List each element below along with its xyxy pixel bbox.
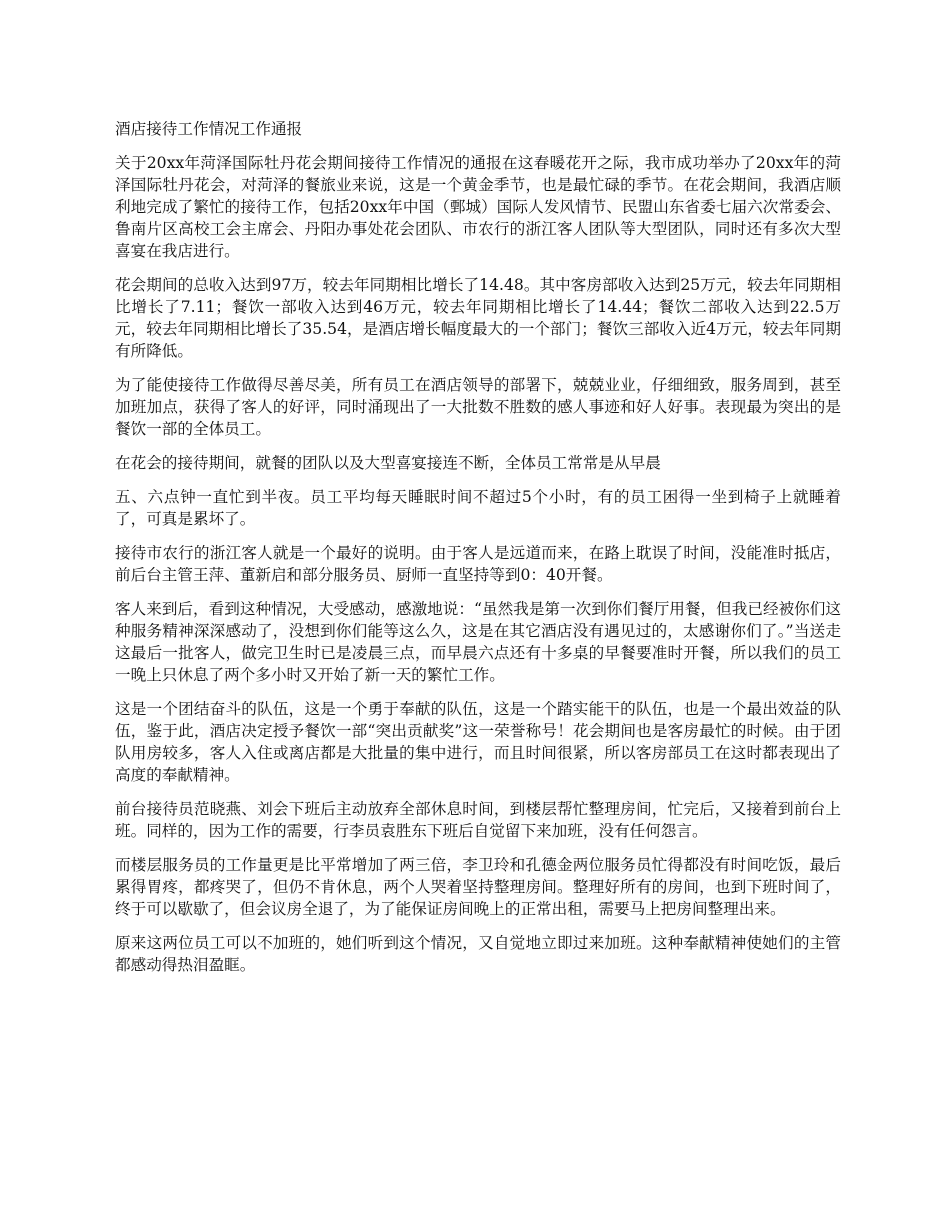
paragraph-10: 而楼层服务员的工作量更是比平常增加了两三倍，李卫玲和孔德金两位服务员忙得都没有时间吃饭，最后累得胃疼，都疼哭了，但仍不肯休息，两个人哭着坚持整理房间。整理好所有的房间，也到下班时间了，终于可以歇歇了，但会议房全退了，为了能保证房间晚上的正常出租，需要马上把房间整理出来。	[115, 856, 841, 918]
paragraph-1: 关于20xx年菏泽国际牡丹花会期间接待工作情况的通报在这春暖花开之际，我市成功举办了20xx年的菏泽国际牡丹花会，对菏泽的餐旅业来说，这是一个黄金季节，也是最忙碌的季节。在花会期间，我酒店顺利地完成了繁忙的接待工作，包括20xx年中国（鄄城）国际人发风情节、民盟山东省委七届六次常委会、鲁南片区高校工会主席会、丹阳办事处花会团队、市农行的浙江客人团队等大型团队，同时还有多次大型喜宴在我店进行。	[115, 154, 841, 260]
paragraph-5: 五、六点钟一直忙到半夜。员工平均每天睡眠时间不超过5个小时，有的员工困得一坐到椅子上就睡着了，可真是累坏了。	[115, 488, 841, 528]
paragraph-8: 这是一个团结奋斗的队伍，这是一个勇于奉献的队伍，这是一个踏实能干的队伍，也是一个最出效益的队伍，鉴于此，酒店决定授予餐饮一部“突出贡献奖”这一荣誉称号！花会期间也是客房最忙的时候。由于团队用房较多，客人入住或离店都是大批量的集中进行，而且时间很紧，所以客房部员工在这时都表现出了高度的奉献精神。	[115, 700, 841, 784]
paragraph-6: 接待市农行的浙江客人就是一个最好的说明。由于客人是远道而来，在路上耽误了时间，没能准时抵店，前后台主管王萍、董新启和部分服务员、厨师一直坚持等到0：40开餐。	[115, 544, 841, 584]
paragraph-9: 前台接待员范晓燕、刘会下班后主动放弃全部休息时间，到楼层帮忙整理房间，忙完后，又接着到前台上班。同样的，因为工作的需要，行李员袁胜东下班后自觉留下来加班，没有任何怨言。	[115, 800, 841, 840]
document-title: 酒店接待工作情况工作通报	[115, 120, 303, 138]
paragraph-3: 为了能使接待工作做得尽善尽美，所有员工在酒店领导的部署下，兢兢业业，仔细细致，服务周到，甚至加班加点，获得了客人的好评，同时涌现出了一大批数不胜数的感人事迹和好人好事。表现最为突出的是餐饮一部的全体员工。	[115, 376, 841, 438]
paragraph-4: 在花会的接待期间，就餐的团队以及大型喜宴接连不断，全体员工常常是从早晨	[115, 454, 661, 472]
paragraph-11: 原来这两位员工可以不加班的，她们听到这个情况，又自觉地立即过来加班。这种奉献精神使她们的主管都感动得热泪盈眶。	[115, 934, 841, 974]
paragraph-2: 花会期间的总收入达到97万，较去年同期相比增长了14.48。其中客房部收入达到25万元，较去年同期相比增长了7.11；餐饮一部收入达到46万元，较去年同期相比增长了14.44；餐饮二部收入达到22.5万元，较去年同期相比增长了35.54，是酒店增长幅度最大的一个部门；餐饮三部收入近4万元，较去年同期有所降低。	[115, 276, 841, 360]
paragraph-7: 客人来到后，看到这种情况，大受感动，感激地说：“虽然我是第一次到你们餐厅用餐，但我已经被你们这种服务精神深深感动了，没想到你们能等这么久，这是在其它酒店没有遇见过的，太感谢你们了。”当送走这最后一批客人，做完卫生时已是凌晨三点，而早晨六点还有十多桌的早餐要准时开餐，所以我们的员工一晚上只休息了两个多小时又开始了新一天的繁忙工作。	[115, 600, 841, 684]
document-page	[115, 118, 841, 988]
